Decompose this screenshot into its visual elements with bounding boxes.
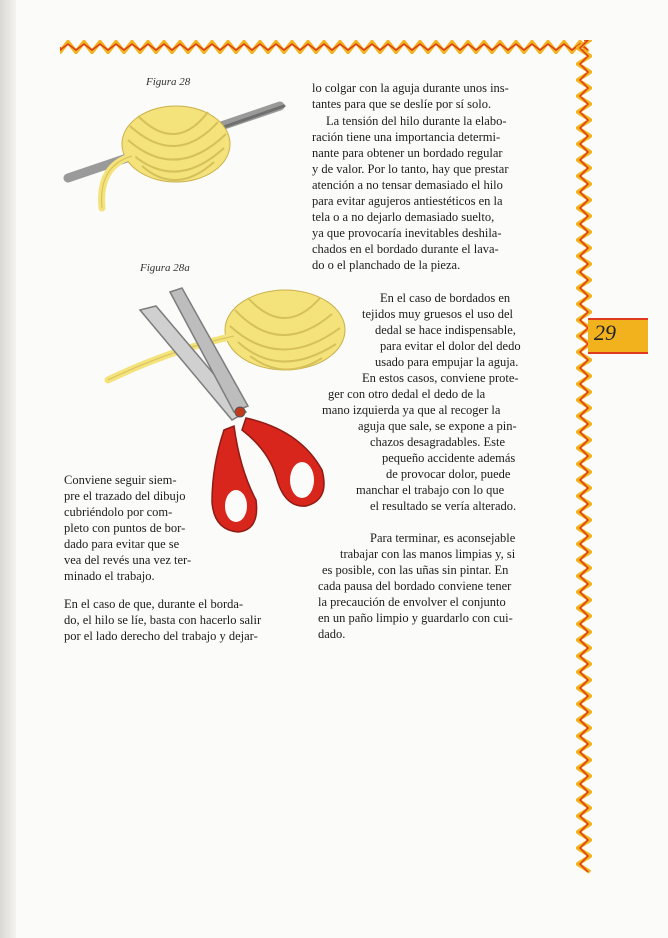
text-line: atención a no tensar demasiado el hilo	[312, 178, 503, 192]
text-line: En estos casos, conviene prote-	[362, 371, 519, 385]
text-line: trabajar con las manos limpias y, si	[340, 547, 516, 561]
text-line: ya que provocaría inevitables deshila-	[312, 226, 502, 240]
text-line: En el caso de bordados en	[380, 291, 511, 305]
text-line: y de valor. Por lo tanto, hay que prestar	[312, 162, 509, 176]
text-line: de provocar dolor, puede	[386, 467, 511, 481]
text-line: mano izquierda ya que al recoger la	[322, 403, 501, 417]
top-zigzag-border	[60, 40, 590, 54]
text-line: lo colgar con la aguja durante unos ins-	[312, 81, 509, 95]
text-line: ración tiene una importancia determi-	[312, 130, 501, 144]
text-line: dado.	[318, 627, 346, 641]
text-line: en un paño limpio y guardarlo con cui-	[318, 611, 513, 625]
right-paragraph-4	[0, 530, 562, 642]
text-line: dado para evitar que se	[64, 537, 180, 551]
text-line: Para terminar, es aconsejable	[370, 531, 516, 545]
text-line: la precaución de envolver el conjunto	[318, 595, 506, 609]
text-line: aguja que sale, se expone a pin-	[358, 419, 517, 433]
text-line: es posible, con las uñas sin pintar. En	[322, 563, 509, 577]
text-line: cubriéndolo por com-	[64, 505, 173, 519]
text-line: Conviene seguir siem-	[64, 473, 177, 487]
yarn-needle-illustration	[58, 96, 288, 216]
text-line: tela o a no dejarlo demasiado suelto,	[312, 210, 495, 224]
right-paragraph-1	[312, 80, 562, 112]
right-paragraph-2	[312, 113, 562, 273]
text-line: para evitar agujeros antiestéticos en la	[312, 194, 503, 208]
figure-28-label: Figura 28	[146, 76, 191, 88]
figure-28a-label: Figura 28a	[140, 262, 190, 274]
text-line: por el lado derecho del trabajo y dejar-	[64, 629, 258, 643]
right-zigzag-border	[576, 40, 592, 875]
page-number: 29	[594, 320, 616, 345]
text-line: pleto con puntos de bor-	[64, 521, 186, 535]
text-line: nante para obtener un bordado regular	[312, 146, 503, 160]
text-line: manchar el trabajo con lo que	[356, 483, 505, 497]
text-line: el resultado se vería alterado.	[370, 499, 517, 513]
text-line: pequeño accidente además	[382, 451, 516, 465]
text-line: cada pausa del bordado conviene tener	[318, 579, 512, 593]
text-line: ger con otro dedal el dedo de la	[328, 387, 486, 401]
text-line: vea del revés una vez ter-	[64, 553, 192, 567]
text-line: para evitar el dolor del dedo	[380, 339, 521, 353]
text-line: usado para empujar la aguja.	[375, 355, 519, 369]
text-line: La tensión del hilo durante la elabo-	[326, 114, 507, 128]
text-line: chazos desagradables. Este	[370, 435, 506, 449]
text-line: do, el hilo se líe, basta con hacerlo salir	[64, 613, 262, 627]
text-line: tejidos muy gruesos el uso del	[362, 307, 514, 321]
right-paragraph-3	[0, 290, 562, 514]
text-line: chados en el bordado durante el lava-	[312, 242, 499, 256]
text-line: En el caso de que, durante el borda-	[64, 597, 244, 611]
text-line: minado el trabajo.	[64, 569, 155, 583]
text-line: dedal se hace indispensable,	[375, 323, 516, 337]
text-line: pre el trazado del dibujo	[64, 489, 186, 503]
text-line: tantes para que se deslíe por sí solo.	[312, 97, 492, 111]
text-line: do o el planchado de la pieza.	[312, 258, 461, 272]
